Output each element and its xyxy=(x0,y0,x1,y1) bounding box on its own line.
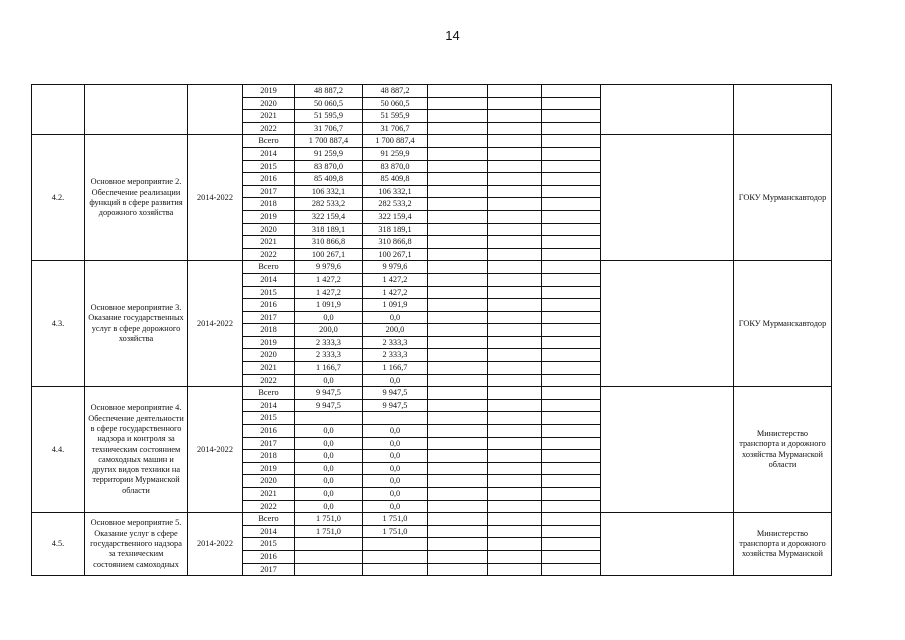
year-cell: 2022 xyxy=(243,500,295,513)
year-cell: 2021 xyxy=(243,236,295,249)
empty-cell xyxy=(488,450,542,463)
budget-value-cell: 0,0 xyxy=(363,374,428,387)
empty-cell xyxy=(542,412,601,425)
total-value-cell: 50 060,5 xyxy=(295,97,363,110)
empty-cell xyxy=(488,248,542,261)
empty-cell xyxy=(542,160,601,173)
total-value-cell: 31 706,7 xyxy=(295,122,363,135)
empty-cell xyxy=(428,273,488,286)
year-cell: 2016 xyxy=(243,550,295,563)
year-cell: 2019 xyxy=(243,336,295,349)
budget-value-cell: 9 979,6 xyxy=(363,261,428,274)
empty-cell xyxy=(542,236,601,249)
empty-cell xyxy=(542,462,601,475)
empty-cell xyxy=(488,223,542,236)
empty-cell xyxy=(542,173,601,186)
empty-cell xyxy=(428,198,488,211)
budget-value-cell: 85 409,8 xyxy=(363,173,428,186)
empty-cell xyxy=(428,475,488,488)
year-cell: 2019 xyxy=(243,210,295,223)
year-cell: Всего xyxy=(243,261,295,274)
empty-cell xyxy=(488,160,542,173)
budget-value-cell: 51 595,9 xyxy=(363,110,428,123)
empty-cell xyxy=(428,349,488,362)
budget-value-cell: 310 866,8 xyxy=(363,236,428,249)
total-value-cell xyxy=(295,563,363,576)
budget-value-cell: 0,0 xyxy=(363,425,428,438)
year-cell: 2021 xyxy=(243,488,295,501)
empty-cell xyxy=(488,425,542,438)
budget-value-cell: 0,0 xyxy=(363,488,428,501)
section-period: 2014-2022 xyxy=(188,261,243,387)
table-row xyxy=(32,135,832,148)
budget-value-cell xyxy=(363,563,428,576)
year-cell: 2014 xyxy=(243,399,295,412)
budget-value-cell: 322 159,4 xyxy=(363,210,428,223)
empty-cell xyxy=(488,273,542,286)
budget-table xyxy=(31,84,832,576)
empty-cell xyxy=(488,299,542,312)
indicator-cell xyxy=(601,85,734,135)
empty-cell xyxy=(542,185,601,198)
section-executor: Министерство транспорта и дорожного хозяйства Мурманской xyxy=(734,513,832,576)
section-executor: ГОКУ Мурманскавтодор xyxy=(734,261,832,387)
empty-cell xyxy=(428,374,488,387)
budget-value-cell: 0,0 xyxy=(363,450,428,463)
empty-cell xyxy=(428,248,488,261)
empty-cell xyxy=(428,336,488,349)
section-name-cell xyxy=(85,85,188,135)
year-cell: 2020 xyxy=(243,349,295,362)
budget-value-cell: 200,0 xyxy=(363,324,428,337)
budget-value-cell: 31 706,7 xyxy=(363,122,428,135)
table-row xyxy=(32,513,832,526)
empty-cell xyxy=(488,462,542,475)
budget-value-cell xyxy=(363,550,428,563)
budget-value-cell: 9 947,5 xyxy=(363,399,428,412)
empty-cell xyxy=(542,336,601,349)
year-cell: 2014 xyxy=(243,525,295,538)
total-value-cell: 9 947,5 xyxy=(295,387,363,400)
year-cell: Всего xyxy=(243,513,295,526)
indicator-cell xyxy=(601,387,734,513)
budget-value-cell: 91 259,9 xyxy=(363,147,428,160)
empty-cell xyxy=(542,85,601,98)
empty-cell xyxy=(428,223,488,236)
empty-cell xyxy=(542,387,601,400)
empty-cell xyxy=(488,349,542,362)
year-cell: 2015 xyxy=(243,538,295,551)
budget-value-cell xyxy=(363,412,428,425)
section-name: Основное мероприятие 4. Обеспечение деятельности в сфере государственного надзора и контроля за техническим состоянием самоходных машин и других видов техники на территории Мурманской области xyxy=(85,387,188,513)
empty-cell xyxy=(488,185,542,198)
empty-cell xyxy=(542,122,601,135)
empty-cell xyxy=(542,248,601,261)
budget-value-cell: 83 870,0 xyxy=(363,160,428,173)
year-cell: 2016 xyxy=(243,173,295,186)
total-value-cell: 1 751,0 xyxy=(295,525,363,538)
total-value-cell: 0,0 xyxy=(295,450,363,463)
year-cell: Всего xyxy=(243,135,295,148)
empty-cell xyxy=(428,324,488,337)
empty-cell xyxy=(428,110,488,123)
budget-value-cell: 1 091,9 xyxy=(363,299,428,312)
empty-cell xyxy=(428,236,488,249)
budget-value-cell: 0,0 xyxy=(363,475,428,488)
indicator-cell xyxy=(601,513,734,576)
empty-cell xyxy=(428,450,488,463)
budget-value-cell: 1 751,0 xyxy=(363,525,428,538)
total-value-cell: 200,0 xyxy=(295,324,363,337)
year-cell: Всего xyxy=(243,387,295,400)
budget-value-cell: 1 700 887,4 xyxy=(363,135,428,148)
year-cell: 2017 xyxy=(243,311,295,324)
empty-cell xyxy=(488,236,542,249)
empty-cell xyxy=(428,147,488,160)
total-value-cell: 1 427,2 xyxy=(295,273,363,286)
year-cell: 2022 xyxy=(243,374,295,387)
empty-cell xyxy=(542,135,601,148)
empty-cell xyxy=(488,311,542,324)
empty-cell xyxy=(542,286,601,299)
year-cell: 2015 xyxy=(243,412,295,425)
empty-cell xyxy=(542,273,601,286)
year-cell: 2017 xyxy=(243,563,295,576)
total-value-cell: 1 700 887,4 xyxy=(295,135,363,148)
total-value-cell: 51 595,9 xyxy=(295,110,363,123)
empty-cell xyxy=(542,475,601,488)
empty-cell xyxy=(428,135,488,148)
empty-cell xyxy=(488,85,542,98)
year-cell: 2020 xyxy=(243,475,295,488)
empty-cell xyxy=(542,550,601,563)
empty-cell xyxy=(542,525,601,538)
empty-cell xyxy=(542,210,601,223)
total-value-cell: 106 332,1 xyxy=(295,185,363,198)
total-value-cell xyxy=(295,538,363,551)
total-value-cell: 48 887,2 xyxy=(295,85,363,98)
year-cell: 2014 xyxy=(243,273,295,286)
budget-value-cell: 100 267,1 xyxy=(363,248,428,261)
year-cell: 2014 xyxy=(243,147,295,160)
empty-cell xyxy=(542,299,601,312)
empty-cell xyxy=(488,336,542,349)
empty-cell xyxy=(428,97,488,110)
empty-cell xyxy=(488,513,542,526)
empty-cell xyxy=(488,550,542,563)
empty-cell xyxy=(488,412,542,425)
total-value-cell: 310 866,8 xyxy=(295,236,363,249)
total-value-cell xyxy=(295,412,363,425)
section-period: 2014-2022 xyxy=(188,387,243,513)
budget-value-cell: 0,0 xyxy=(363,462,428,475)
empty-cell xyxy=(488,286,542,299)
empty-cell xyxy=(428,85,488,98)
total-value-cell: 2 333,3 xyxy=(295,349,363,362)
empty-cell xyxy=(428,412,488,425)
total-value-cell: 2 333,3 xyxy=(295,336,363,349)
empty-cell xyxy=(428,513,488,526)
year-cell: 2018 xyxy=(243,198,295,211)
year-cell: 2015 xyxy=(243,286,295,299)
empty-cell xyxy=(488,563,542,576)
total-value-cell: 83 870,0 xyxy=(295,160,363,173)
empty-cell xyxy=(488,210,542,223)
section-number: 4.3. xyxy=(32,261,85,387)
total-value-cell: 0,0 xyxy=(295,374,363,387)
budget-value-cell: 1 427,2 xyxy=(363,273,428,286)
empty-cell xyxy=(428,160,488,173)
year-cell: 2022 xyxy=(243,122,295,135)
total-value-cell: 9 979,6 xyxy=(295,261,363,274)
empty-cell xyxy=(488,500,542,513)
total-value-cell: 322 159,4 xyxy=(295,210,363,223)
empty-cell xyxy=(542,261,601,274)
empty-cell xyxy=(428,550,488,563)
budget-value-cell: 1 751,0 xyxy=(363,513,428,526)
empty-cell xyxy=(488,437,542,450)
section-number-cell xyxy=(32,85,85,135)
empty-cell xyxy=(428,538,488,551)
section-name: Основное мероприятие 5. Оказание услуг в сфере государственного надзора за техническим состоянием самоходных xyxy=(85,513,188,576)
empty-cell xyxy=(542,450,601,463)
empty-cell xyxy=(488,362,542,375)
year-cell: 2017 xyxy=(243,185,295,198)
empty-cell xyxy=(542,198,601,211)
empty-cell xyxy=(428,563,488,576)
budget-value-cell: 0,0 xyxy=(363,500,428,513)
empty-cell xyxy=(488,475,542,488)
empty-cell xyxy=(542,362,601,375)
total-value-cell: 1 091,9 xyxy=(295,299,363,312)
total-value-cell: 0,0 xyxy=(295,488,363,501)
empty-cell xyxy=(488,525,542,538)
section-executor: Министерство транспорта и дорожного хозяйства Мурманской области xyxy=(734,387,832,513)
budget-value-cell: 1 166,7 xyxy=(363,362,428,375)
empty-cell xyxy=(428,286,488,299)
empty-cell xyxy=(428,122,488,135)
year-cell: 2018 xyxy=(243,324,295,337)
empty-cell xyxy=(542,110,601,123)
total-value-cell: 85 409,8 xyxy=(295,173,363,186)
year-cell: 2015 xyxy=(243,160,295,173)
empty-cell xyxy=(428,185,488,198)
year-cell: 2022 xyxy=(243,248,295,261)
total-value-cell: 100 267,1 xyxy=(295,248,363,261)
indicator-cell xyxy=(601,261,734,387)
total-value-cell: 1 751,0 xyxy=(295,513,363,526)
empty-cell xyxy=(428,387,488,400)
total-value-cell: 0,0 xyxy=(295,475,363,488)
total-value-cell: 0,0 xyxy=(295,425,363,438)
year-cell: 2017 xyxy=(243,437,295,450)
table-row xyxy=(32,387,832,400)
total-value-cell: 1 427,2 xyxy=(295,286,363,299)
empty-cell xyxy=(542,563,601,576)
empty-cell xyxy=(488,97,542,110)
empty-cell xyxy=(542,97,601,110)
empty-cell xyxy=(428,210,488,223)
section-period: 2014-2022 xyxy=(188,135,243,261)
section-executor: ГОКУ Мурманскавтодор xyxy=(734,135,832,261)
empty-cell xyxy=(428,261,488,274)
total-value-cell: 0,0 xyxy=(295,311,363,324)
section-number: 4.4. xyxy=(32,387,85,513)
empty-cell xyxy=(428,488,488,501)
empty-cell xyxy=(542,437,601,450)
empty-cell xyxy=(542,538,601,551)
empty-cell xyxy=(428,462,488,475)
budget-value-cell: 0,0 xyxy=(363,437,428,450)
section-number: 4.2. xyxy=(32,135,85,261)
indicator-cell xyxy=(601,135,734,261)
empty-cell xyxy=(488,198,542,211)
year-cell: 2016 xyxy=(243,299,295,312)
empty-cell xyxy=(488,122,542,135)
total-value-cell: 0,0 xyxy=(295,462,363,475)
table-row xyxy=(32,85,832,98)
budget-value-cell: 48 887,2 xyxy=(363,85,428,98)
section-period-cell xyxy=(188,85,243,135)
budget-value-cell: 50 060,5 xyxy=(363,97,428,110)
budget-value-cell: 2 333,3 xyxy=(363,349,428,362)
empty-cell xyxy=(428,311,488,324)
budget-value-cell: 9 947,5 xyxy=(363,387,428,400)
empty-cell xyxy=(428,399,488,412)
empty-cell xyxy=(488,173,542,186)
section-name: Основное мероприятие 3. Оказание государственных услуг в сфере дорожного хозяйства xyxy=(85,261,188,387)
empty-cell xyxy=(488,387,542,400)
empty-cell xyxy=(542,311,601,324)
total-value-cell: 318 189,1 xyxy=(295,223,363,236)
empty-cell xyxy=(428,525,488,538)
empty-cell xyxy=(428,425,488,438)
section-period: 2014-2022 xyxy=(188,513,243,576)
empty-cell xyxy=(542,223,601,236)
empty-cell xyxy=(428,299,488,312)
budget-value-cell: 0,0 xyxy=(363,311,428,324)
year-cell: 2021 xyxy=(243,110,295,123)
empty-cell xyxy=(428,500,488,513)
empty-cell xyxy=(488,147,542,160)
empty-cell xyxy=(542,500,601,513)
budget-value-cell: 282 533,2 xyxy=(363,198,428,211)
empty-cell xyxy=(542,324,601,337)
total-value-cell: 91 259,9 xyxy=(295,147,363,160)
year-cell: 2020 xyxy=(243,223,295,236)
empty-cell xyxy=(488,374,542,387)
total-value-cell xyxy=(295,550,363,563)
empty-cell xyxy=(542,425,601,438)
budget-value-cell xyxy=(363,538,428,551)
empty-cell xyxy=(428,362,488,375)
empty-cell xyxy=(542,513,601,526)
total-value-cell: 0,0 xyxy=(295,500,363,513)
budget-value-cell: 2 333,3 xyxy=(363,336,428,349)
year-cell: 2018 xyxy=(243,450,295,463)
year-cell: 2019 xyxy=(243,85,295,98)
year-cell: 2020 xyxy=(243,97,295,110)
total-value-cell: 0,0 xyxy=(295,437,363,450)
total-value-cell: 282 533,2 xyxy=(295,198,363,211)
empty-cell xyxy=(488,399,542,412)
executor-cell xyxy=(734,85,832,135)
empty-cell xyxy=(542,374,601,387)
empty-cell xyxy=(428,173,488,186)
table-row xyxy=(32,261,832,274)
empty-cell xyxy=(542,399,601,412)
total-value-cell: 9 947,5 xyxy=(295,399,363,412)
page-number: 14 xyxy=(445,28,460,43)
budget-value-cell: 318 189,1 xyxy=(363,223,428,236)
section-number: 4.5. xyxy=(32,513,85,576)
empty-cell xyxy=(488,488,542,501)
empty-cell xyxy=(542,147,601,160)
empty-cell xyxy=(488,324,542,337)
year-cell: 2016 xyxy=(243,425,295,438)
total-value-cell: 1 166,7 xyxy=(295,362,363,375)
section-name: Основное мероприятие 2. Обеспечение реализации функций в сфере развития дорожного хозяйства xyxy=(85,135,188,261)
year-cell: 2019 xyxy=(243,462,295,475)
budget-value-cell: 106 332,1 xyxy=(363,185,428,198)
empty-cell xyxy=(488,135,542,148)
empty-cell xyxy=(428,437,488,450)
empty-cell xyxy=(488,261,542,274)
empty-cell xyxy=(488,538,542,551)
year-cell: 2021 xyxy=(243,362,295,375)
budget-value-cell: 1 427,2 xyxy=(363,286,428,299)
empty-cell xyxy=(542,488,601,501)
empty-cell xyxy=(542,349,601,362)
empty-cell xyxy=(488,110,542,123)
